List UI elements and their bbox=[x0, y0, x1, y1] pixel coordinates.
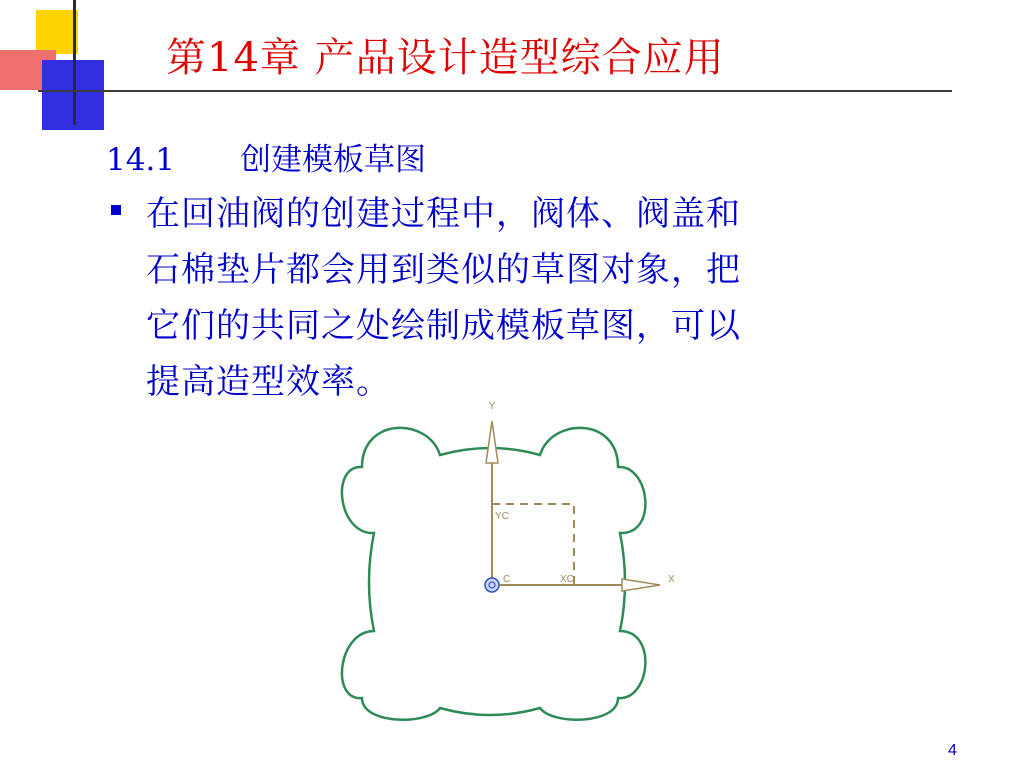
slide-title: 第14章 产品设计造型综合应用 bbox=[166, 35, 725, 81]
corner-decoration bbox=[0, 0, 140, 140]
y-axis-label: Y bbox=[488, 401, 496, 412]
page-number: 4 bbox=[948, 742, 957, 759]
yc-label: YC bbox=[495, 511, 509, 522]
origin-label: C bbox=[503, 574, 511, 585]
origin-marker-icon bbox=[485, 578, 499, 592]
title-divider bbox=[38, 90, 952, 92]
y-axis-arrow bbox=[486, 421, 498, 463]
section-number: 14.1 bbox=[106, 142, 176, 178]
bullet-line-2: 石棉垫片都会用到类似的草图对象，把 bbox=[146, 250, 741, 290]
x-axis-arrow bbox=[622, 579, 660, 591]
section-title: 创建模板草图 bbox=[240, 142, 426, 178]
sketch-outline bbox=[342, 428, 645, 720]
deco-yellow-square bbox=[36, 10, 78, 54]
section-heading bbox=[106, 134, 426, 179]
x-axis-label: X bbox=[668, 574, 675, 585]
xc-label: XC bbox=[560, 574, 574, 585]
bullet-line-4: 提高造型效率。 bbox=[146, 362, 391, 402]
template-sketch-figure bbox=[340, 395, 700, 725]
bullet-line-1: 在回油阀的创建过程中，阀体、阀盖和 bbox=[146, 194, 741, 234]
bullet-line-3: 它们的共同之处绘制成模板草图，可以 bbox=[146, 306, 741, 346]
deco-vertical-line bbox=[73, 0, 76, 125]
bullet-icon bbox=[111, 205, 121, 215]
